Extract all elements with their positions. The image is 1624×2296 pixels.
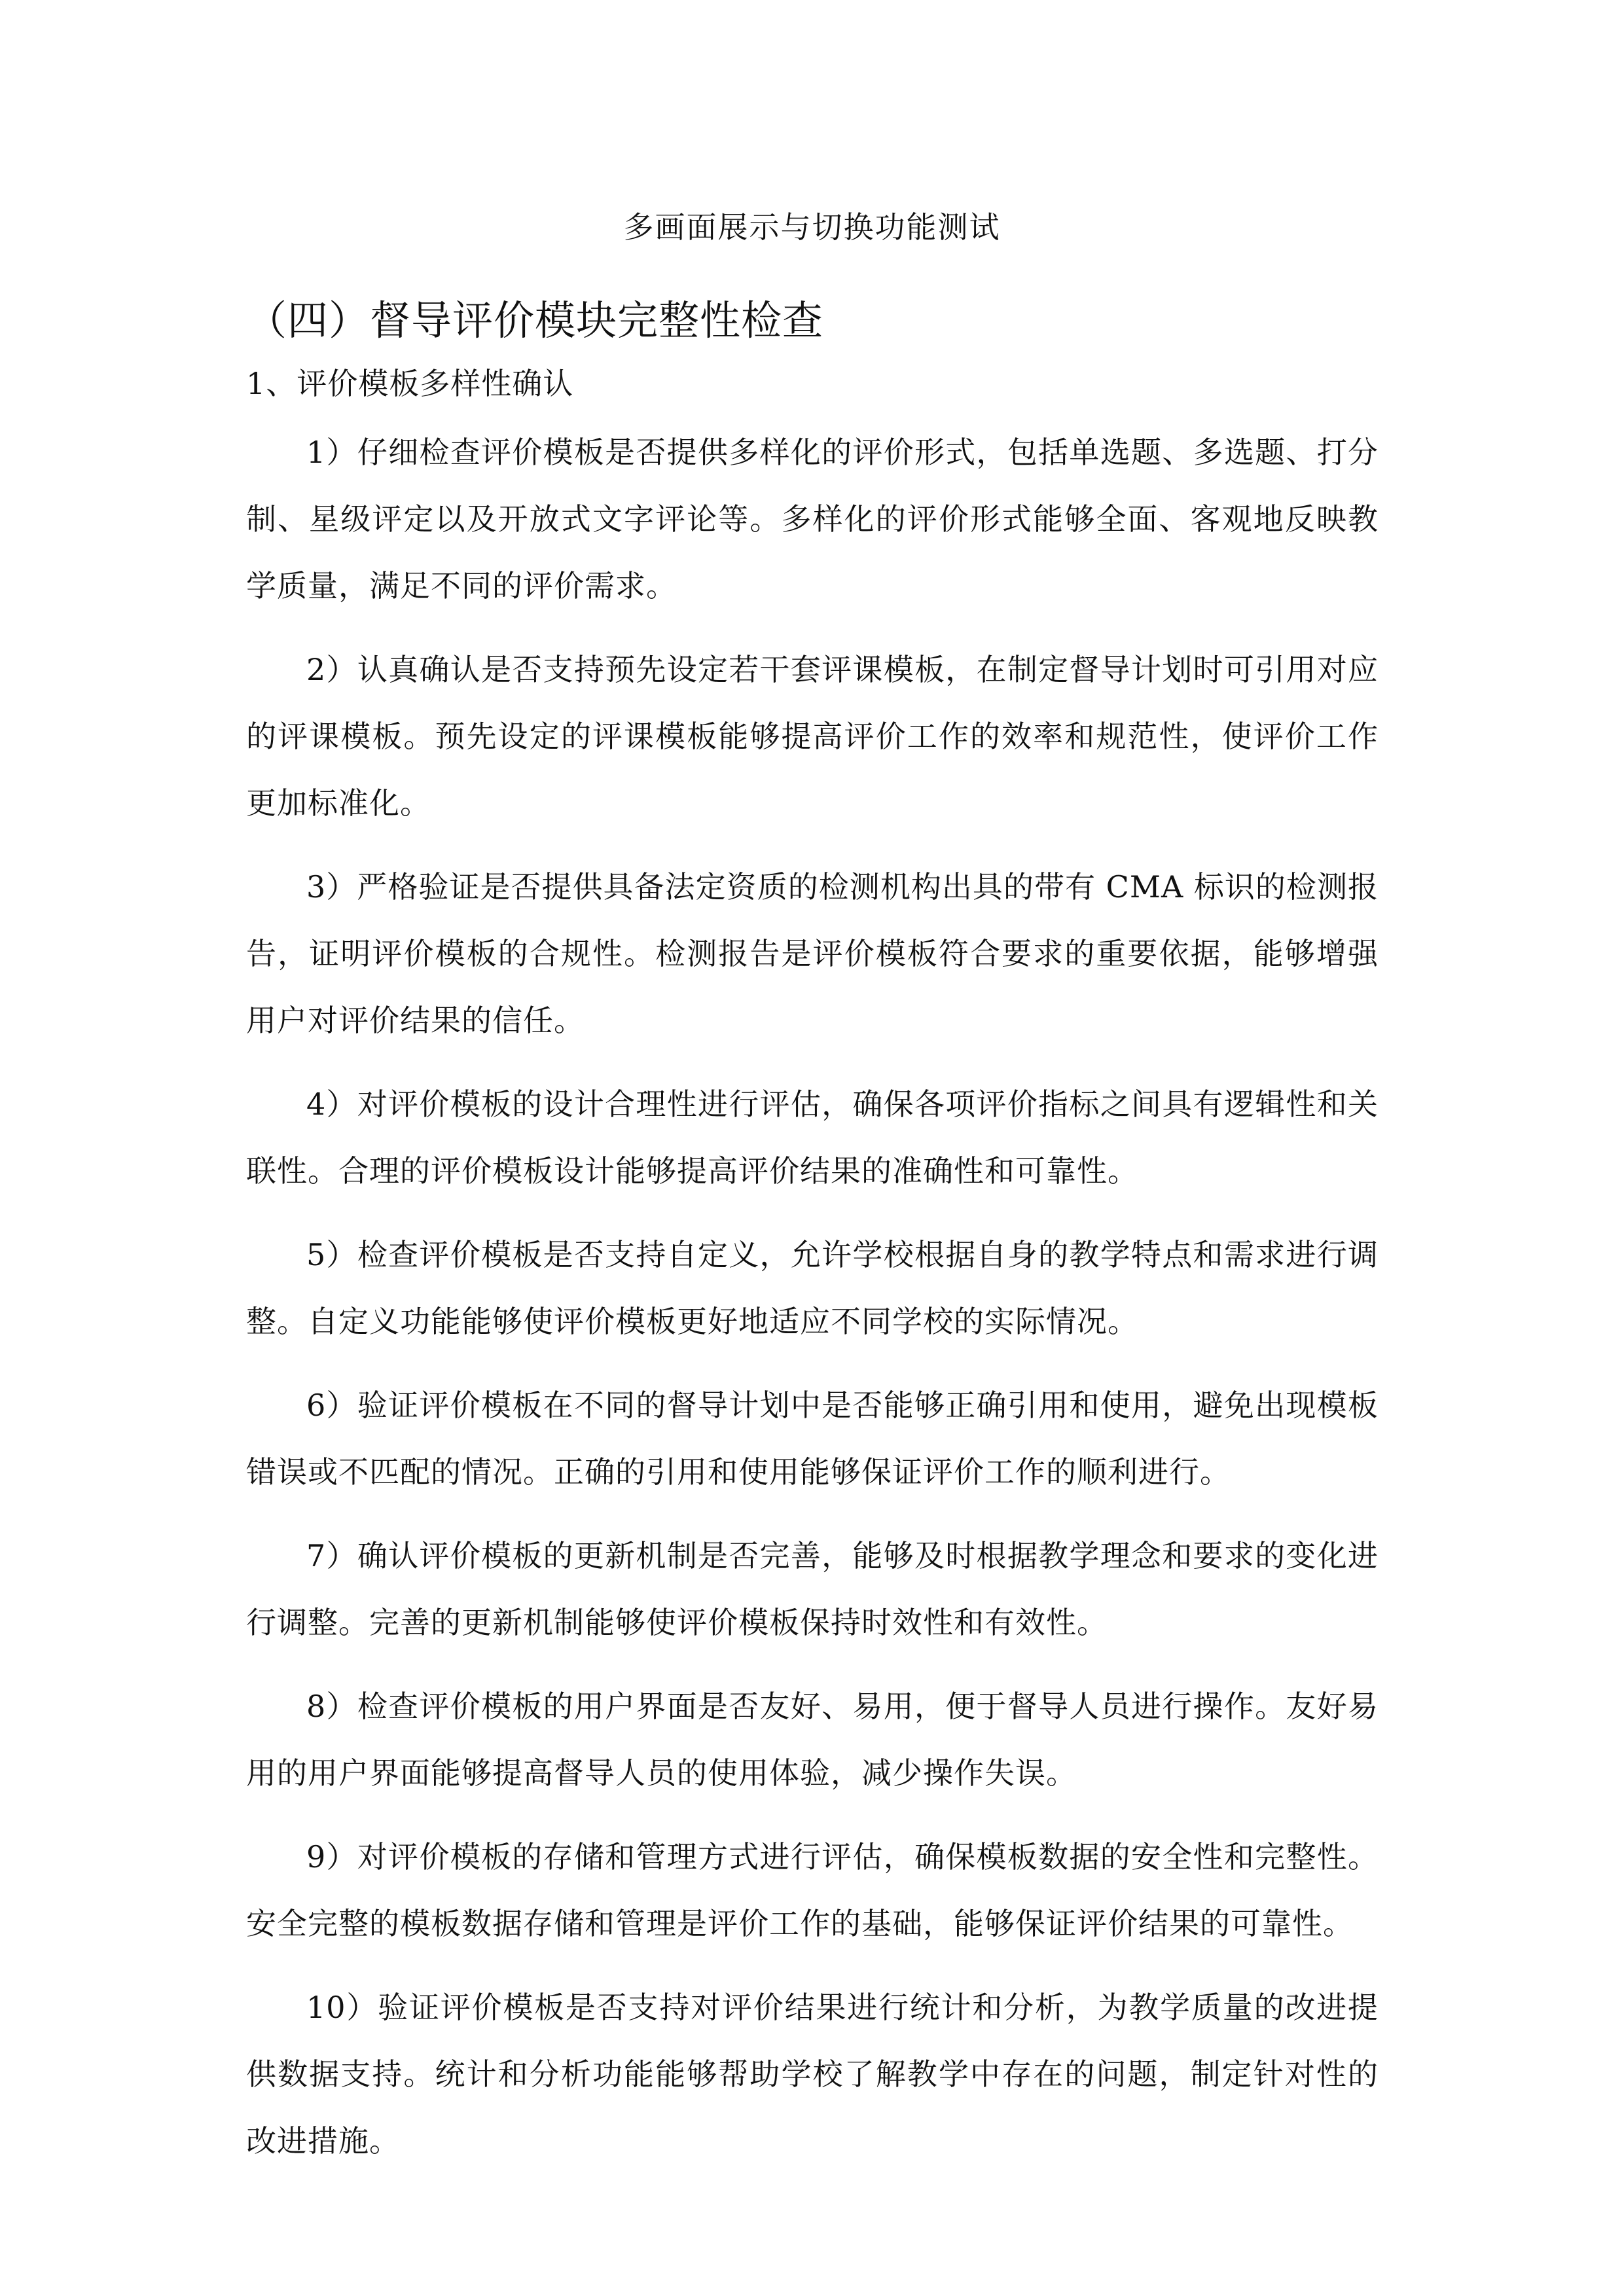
document-body [246,288,1379,2191]
subsection-heading: 1、评价模板多样性确认 [246,366,574,401]
paragraph-7: 7）确认评价模板的更新机制是否完善，能够及时根据教学理念和要求的变化进行调整。完善的更新机制能够使评价模板保持时效性和有效性。 [246,1538,1379,1640]
paragraph-8: 8）检查评价模板的用户界面是否友好、易用，便于督导人员进行操作。友好易用的用户界面能够提高督导人员的使用体验，减少操作失误。 [246,1689,1379,1791]
paragraph-9: 9）对评价模板的存储和管理方式进行评估，确保模板数据的安全性和完整性。安全完整的模板数据存储和管理是评价工作的基础，能够保证评价结果的可靠性。 [246,1839,1379,1941]
paragraph-2: 2）认真确认是否支持预先设定若干套评课模板，在制定督导计划时可引用对应的评课模板。预先设定的评课模板能够提高评价工作的效率和规范性，使评价工作更加标准化。 [246,652,1379,821]
paragraph-6: 6）验证评价模板在不同的督导计划中是否能够正确引用和使用，避免出现模板错误或不匹配的情况。正确的引用和使用能够保证评价工作的顺利进行。 [246,1388,1379,1490]
paragraph-4: 4）对评价模板的设计合理性进行评估，确保各项评价指标之间具有逻辑性和关联性。合理的评价模板设计能够提高评价结果的准确性和可靠性。 [246,1086,1379,1189]
paragraph-10: 10）验证评价模板是否支持对评价结果进行统计和分析，为教学质量的改进提供数据支持。统计和分析功能能够帮助学校了解教学中存在的问题，制定针对性的改进措施。 [246,1990,1379,2159]
page-header-title: 多画面展示与切换功能测试 [623,209,1001,245]
paragraph-5: 5）检查评价模板是否支持自定义，允许学校根据自身的教学特点和需求进行调整。自定义功能能够使评价模板更好地适应不同学校的实际情况。 [246,1237,1379,1339]
paragraph-3: 3）严格验证是否提供具备法定资质的检测机构出具的带有 CMA 标识的检测报告，证明评价模板的合规性。检测报告是评价模板符合要求的重要依据，能够增强用户对评价结果的信任。 [246,869,1379,1038]
section-heading: （四）督导评价模块完整性检查 [246,296,824,344]
paragraph-1: 1）仔细检查评价模板是否提供多样化的评价形式，包括单选题、多选题、打分制、星级评定以及开放式文字评论等。多样化的评价形式能够全面、客观地反映教学质量，满足不同的评价需求。 [246,435,1379,603]
